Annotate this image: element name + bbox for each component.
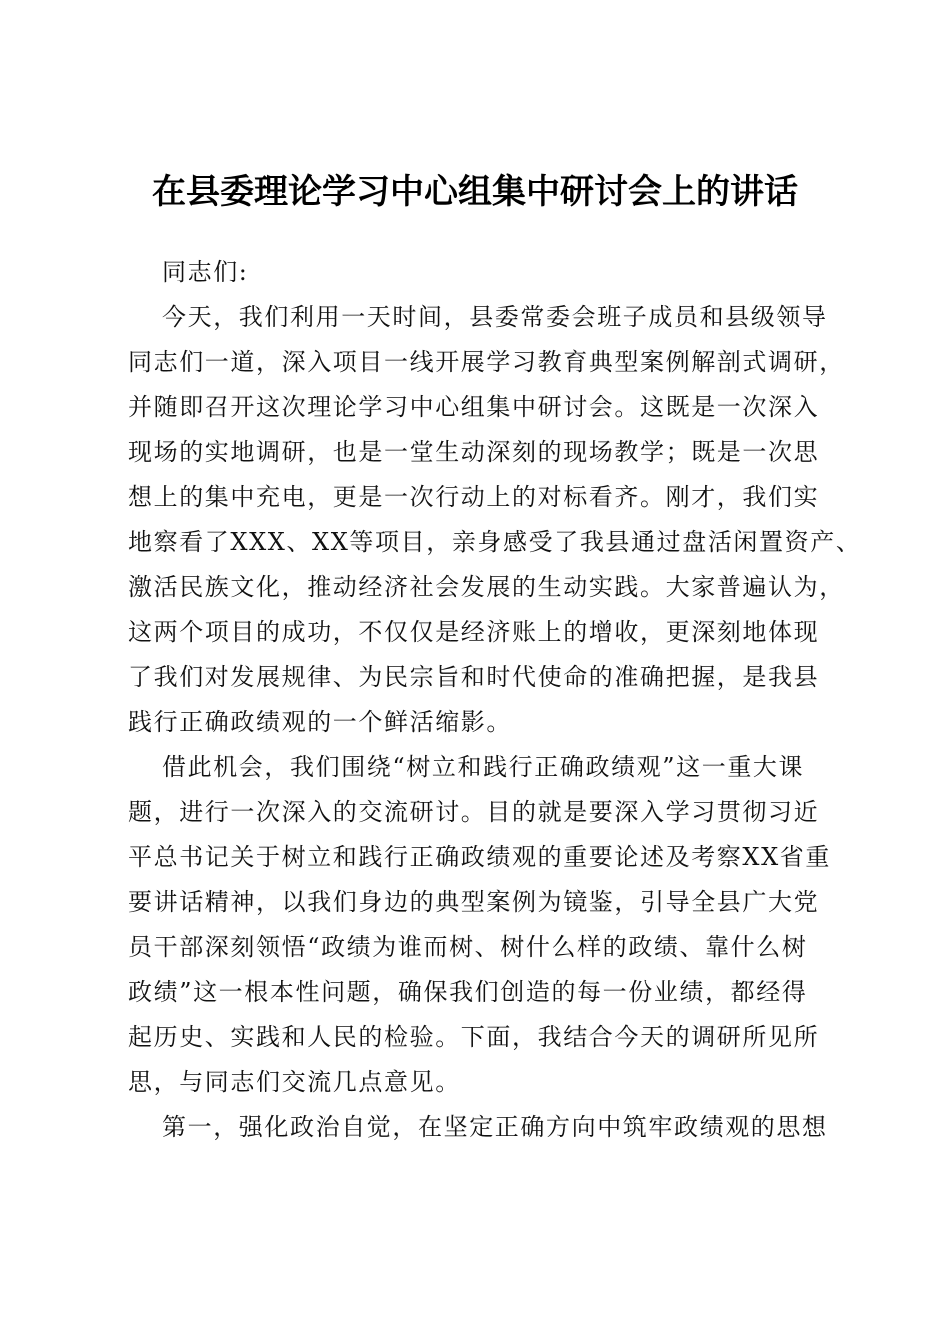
body-line: 借此机会，我们围绕“树立和践行正确政绩观”这一重大课	[162, 753, 805, 781]
body-line: 起历史、实践和人民的检验。下面，我结合今天的调研所见所	[128, 1023, 820, 1051]
body-line: 现场的实地调研，也是一堂生动深刻的现场教学；既是一次思	[128, 438, 820, 466]
body-line: 平总书记关于树立和践行正确政绩观的重要论述及考察XX省重	[128, 843, 831, 871]
body-line: 了我们对发展规律、为民宗旨和时代使命的准确把握，是我县	[128, 663, 820, 691]
body-line: 题，进行一次深入的交流研讨。目的就是要深入学习贯彻习近	[128, 798, 820, 826]
body-line: 第一，强化政治自觉，在坚定正确方向中筑牢政绩观的思想	[162, 1113, 828, 1141]
body-line: 员干部深刻领悟“政绩为谁而树、树什么样的政绩、靠什么树	[128, 933, 808, 961]
body-line: 想上的集中充电，更是一次行动上的对标看齐。刚才，我们实	[128, 483, 820, 511]
body-line: 思，与同志们交流几点意见。	[128, 1068, 461, 1096]
document-title: 在县委理论学习中心组集中研讨会上的讲话	[152, 172, 798, 212]
body-line: 政绩”这一根本性问题，确保我们创造的每一份业绩，都经得	[128, 978, 808, 1006]
body-line: 今天，我们利用一天时间，县委常委会班子成员和县级领导	[162, 303, 828, 331]
body-line: 要讲话精神，以我们身边的典型案例为镜鉴，引导全县广大党	[128, 888, 820, 916]
body-line: 践行正确政绩观的一个鲜活缩影。	[128, 708, 512, 736]
body-line: 同志们一道，深入项目一线开展学习教育典型案例解剖式调研，	[128, 348, 845, 376]
body-line: 同志们:	[162, 258, 249, 286]
body-line: 这两个项目的成功，不仅仅是经济账上的增收，更深刻地体现	[128, 618, 820, 646]
body-line: 并随即召开这次理论学习中心组集中研讨会。这既是一次深入	[128, 393, 820, 421]
body-line: 地察看了XXX、XX等项目，亲身感受了我县通过盘活闲置资产、	[128, 528, 862, 556]
document-body	[128, 250, 862, 1150]
body-line: 激活民族文化，推动经济社会发展的生动实践。大家普遍认为，	[128, 573, 845, 601]
